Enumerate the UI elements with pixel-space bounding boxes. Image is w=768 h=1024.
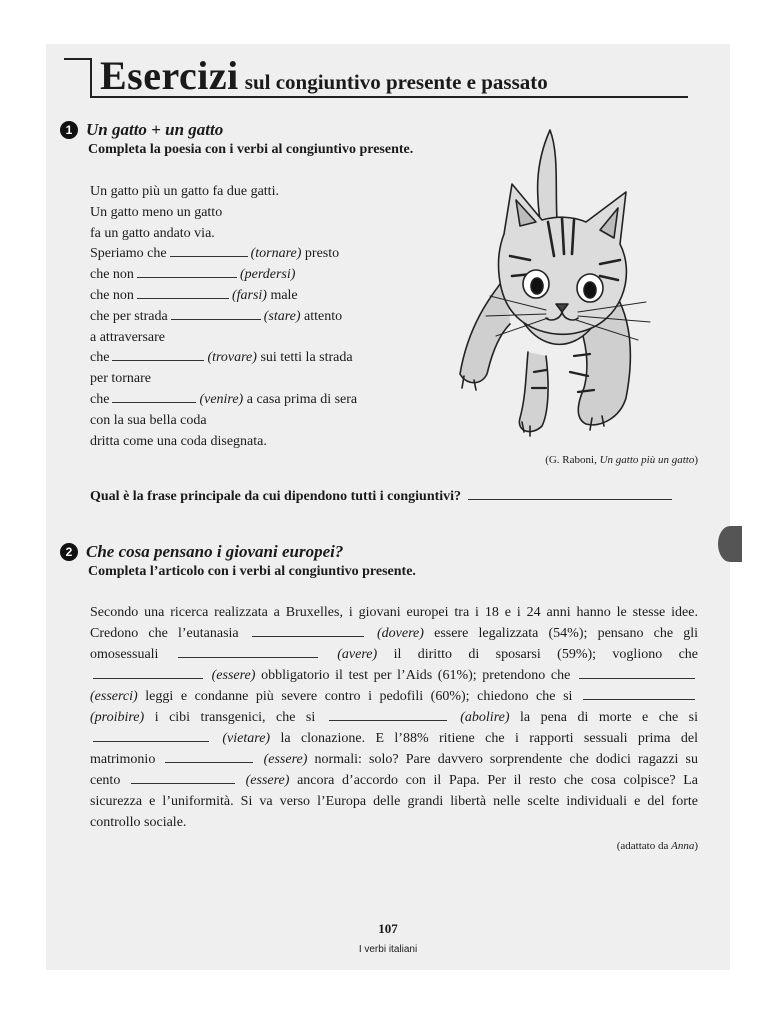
poem-line bbox=[90, 203, 430, 224]
exercise-1-question bbox=[90, 487, 675, 505]
article-verb-hint: (abolire) bbox=[460, 710, 510, 725]
article-line bbox=[90, 749, 698, 770]
poem-line-text: che per strada bbox=[90, 308, 168, 324]
article-line bbox=[90, 728, 698, 749]
poem-line-continuation: attento bbox=[304, 308, 343, 324]
title-frame-tick bbox=[64, 58, 92, 60]
poem-line bbox=[90, 244, 430, 265]
exercise-1-source-close: ) bbox=[694, 454, 698, 466]
exercise-2-title: Che cosa pensano i giovani europei? bbox=[86, 542, 344, 561]
article-text-segment: i cibi transgenici, che si bbox=[154, 710, 316, 725]
exercise-1-question-text: Qual è la frase principale da cui dipendono tutti i congiuntivi? bbox=[90, 489, 462, 504]
article-text bbox=[90, 602, 698, 833]
poem-line bbox=[90, 286, 430, 307]
poem-answer-blank[interactable] bbox=[112, 348, 204, 361]
poem-line bbox=[90, 369, 430, 390]
article-answer-blank[interactable] bbox=[165, 750, 253, 763]
poem bbox=[90, 182, 430, 452]
poem-line bbox=[90, 328, 430, 349]
exercise-2-instruction: Completa l’articolo con i verbi al congiuntivo presente. bbox=[88, 564, 416, 579]
poem-answer-blank[interactable] bbox=[137, 265, 237, 278]
poem-line-text: che bbox=[90, 350, 110, 366]
poem-line-continuation: male bbox=[270, 287, 298, 303]
poem-answer-blank[interactable] bbox=[112, 390, 196, 403]
article-answer-blank[interactable] bbox=[583, 687, 695, 700]
article-text-segment: la pena di morte e che si bbox=[520, 710, 699, 725]
poem-line-text: con la sua bella coda bbox=[90, 412, 207, 428]
page-number: 107 bbox=[378, 921, 398, 936]
poem-line-continuation: presto bbox=[304, 246, 340, 262]
article-verb-hint: (dovere) bbox=[377, 626, 424, 641]
article-text-segment: controllo sociale. bbox=[90, 815, 187, 830]
poem-verb-hint: (tornare) bbox=[250, 246, 302, 262]
article-answer-blank[interactable] bbox=[93, 729, 209, 742]
workbook-page bbox=[46, 44, 730, 970]
poem-answer-blank[interactable] bbox=[170, 244, 248, 257]
article-verb-hint: (avere) bbox=[337, 647, 378, 662]
article-line bbox=[90, 812, 698, 833]
poem-line-text: Un gatto più un gatto fa due gatti. bbox=[90, 184, 279, 199]
article-text-segment: matrimonio bbox=[90, 752, 156, 767]
poem-line bbox=[90, 265, 430, 286]
poem-line-text: a attraversare bbox=[90, 329, 165, 345]
poem-line-text: per tornare bbox=[90, 371, 152, 387]
poem-line bbox=[90, 224, 430, 245]
book-title-footer: I verbi italiani bbox=[358, 944, 418, 955]
article-verb-hint: (essere) bbox=[211, 668, 256, 683]
exercise-2-source-work: Anna bbox=[671, 840, 695, 852]
poem-line-text: Un gatto meno un gatto bbox=[90, 204, 223, 220]
article-text-segment: essere legalizzata (54%); pensano che gli bbox=[434, 626, 699, 641]
exercise-1-source-work: Un gatto più un gatto bbox=[599, 454, 695, 466]
poem-verb-hint: (trovare) bbox=[207, 350, 257, 366]
poem-verb-hint: (stare) bbox=[263, 308, 301, 324]
article-verb-hint: (esserci) bbox=[90, 689, 138, 704]
article-text-segment: Secondo una ricerca realizzata a Bruxelles, i giovani europei tra i 18 e i 24 anni hanno le stesse idee. bbox=[90, 605, 698, 620]
poem-verb-hint: (farsi) bbox=[231, 287, 267, 303]
cat-illustration-icon bbox=[450, 126, 680, 442]
exercise-1-question-answer-blank[interactable] bbox=[468, 487, 672, 500]
poem-line-text: dritta come una coda disegnata. bbox=[90, 433, 267, 449]
page-title bbox=[100, 52, 548, 99]
poem-line bbox=[90, 307, 430, 328]
poem-line-text: che non bbox=[90, 267, 134, 283]
poem-line bbox=[90, 432, 430, 453]
exercise-1-source-author: (G. Raboni, bbox=[545, 454, 597, 466]
article-text-segment: leggi e condanne più severe contro i pedofili (60%); chiedono che si bbox=[145, 689, 573, 704]
poem-line-continuation: a casa prima di sera bbox=[246, 391, 358, 407]
article-line bbox=[90, 791, 698, 812]
article-line bbox=[90, 602, 698, 623]
article-answer-blank[interactable] bbox=[93, 666, 203, 679]
article-answer-blank[interactable] bbox=[131, 771, 235, 784]
article-text-segment: normali: solo? Pare davvero sorprendente che dodici ragazzi su bbox=[314, 752, 698, 767]
poem-line bbox=[90, 348, 430, 369]
page-title-sub: sul congiuntivo presente e passato bbox=[244, 70, 548, 94]
article-text-segment: ancora d’accordo con il Papa. Per il resto che cosa colpisce? La bbox=[297, 773, 699, 788]
article-text-segment: obbligatorio il test per l’Aids (61%); pretendono che bbox=[261, 668, 571, 683]
poem-line-continuation: sui tetti la strada bbox=[260, 350, 353, 366]
article-answer-blank[interactable] bbox=[252, 624, 364, 637]
article-answer-blank[interactable] bbox=[579, 666, 695, 679]
exercise-2-source-close: ) bbox=[694, 840, 698, 852]
article-line bbox=[90, 686, 698, 707]
poem-line bbox=[90, 390, 430, 411]
article-line bbox=[90, 770, 698, 791]
poem-line-text: fa un gatto andato via. bbox=[90, 225, 215, 241]
article-line bbox=[90, 623, 698, 644]
poem-verb-hint: (venire) bbox=[199, 391, 244, 407]
poem-line bbox=[90, 411, 430, 432]
article-text-segment: il diritto di sposarsi (59%); vogliono che bbox=[393, 647, 699, 662]
page-title-main: Esercizi bbox=[100, 53, 239, 98]
exercise-2-number-badge: 2 bbox=[60, 543, 78, 561]
poem-verb-hint: (perdersi) bbox=[239, 267, 296, 283]
poem-answer-blank[interactable] bbox=[137, 286, 229, 299]
article-text-segment: cento bbox=[90, 773, 121, 788]
poem-line bbox=[90, 182, 430, 203]
exercise-1-number-badge: 1 bbox=[60, 121, 78, 139]
exercise-1-source bbox=[545, 454, 698, 466]
article-verb-hint: (vietare) bbox=[222, 731, 271, 746]
article-line bbox=[90, 707, 698, 728]
article-text-segment: sicurezza e l’uniformità. Si va verso l’Europa delle grandi libertà nelle scelte individuali e del forte bbox=[90, 794, 698, 809]
page-edge-tab bbox=[718, 526, 742, 562]
exercise-2-source-author: (adattato da bbox=[616, 840, 669, 852]
article-answer-blank[interactable] bbox=[178, 645, 318, 658]
exercise-2-heading bbox=[60, 542, 343, 562]
poem-line-text: che non bbox=[90, 287, 134, 303]
poem-line-text: che bbox=[90, 391, 110, 407]
exercise-1-title: Un gatto + un gatto bbox=[86, 120, 224, 139]
article-answer-blank[interactable] bbox=[329, 708, 447, 721]
article-text-segment: omosessuali bbox=[90, 647, 159, 662]
article-line bbox=[90, 644, 698, 665]
poem-answer-blank[interactable] bbox=[171, 307, 261, 320]
exercise-1-instruction: Completa la poesia con i verbi al congiuntivo presente. bbox=[88, 142, 414, 157]
poem-line-text: Speriamo che bbox=[90, 246, 167, 262]
exercise-1-heading bbox=[60, 120, 223, 140]
article-verb-hint: (essere) bbox=[263, 752, 308, 767]
article-line bbox=[90, 665, 698, 686]
article-text-segment: Credono che l’eutanasia bbox=[90, 626, 239, 641]
article-verb-hint: (proibire) bbox=[90, 710, 145, 725]
article-text-segment: la clonazione. E l’88% ritiene che i rapporti sessuali prima del bbox=[280, 731, 699, 746]
article-verb-hint: (essere) bbox=[245, 773, 290, 788]
exercise-2-source bbox=[617, 840, 698, 852]
